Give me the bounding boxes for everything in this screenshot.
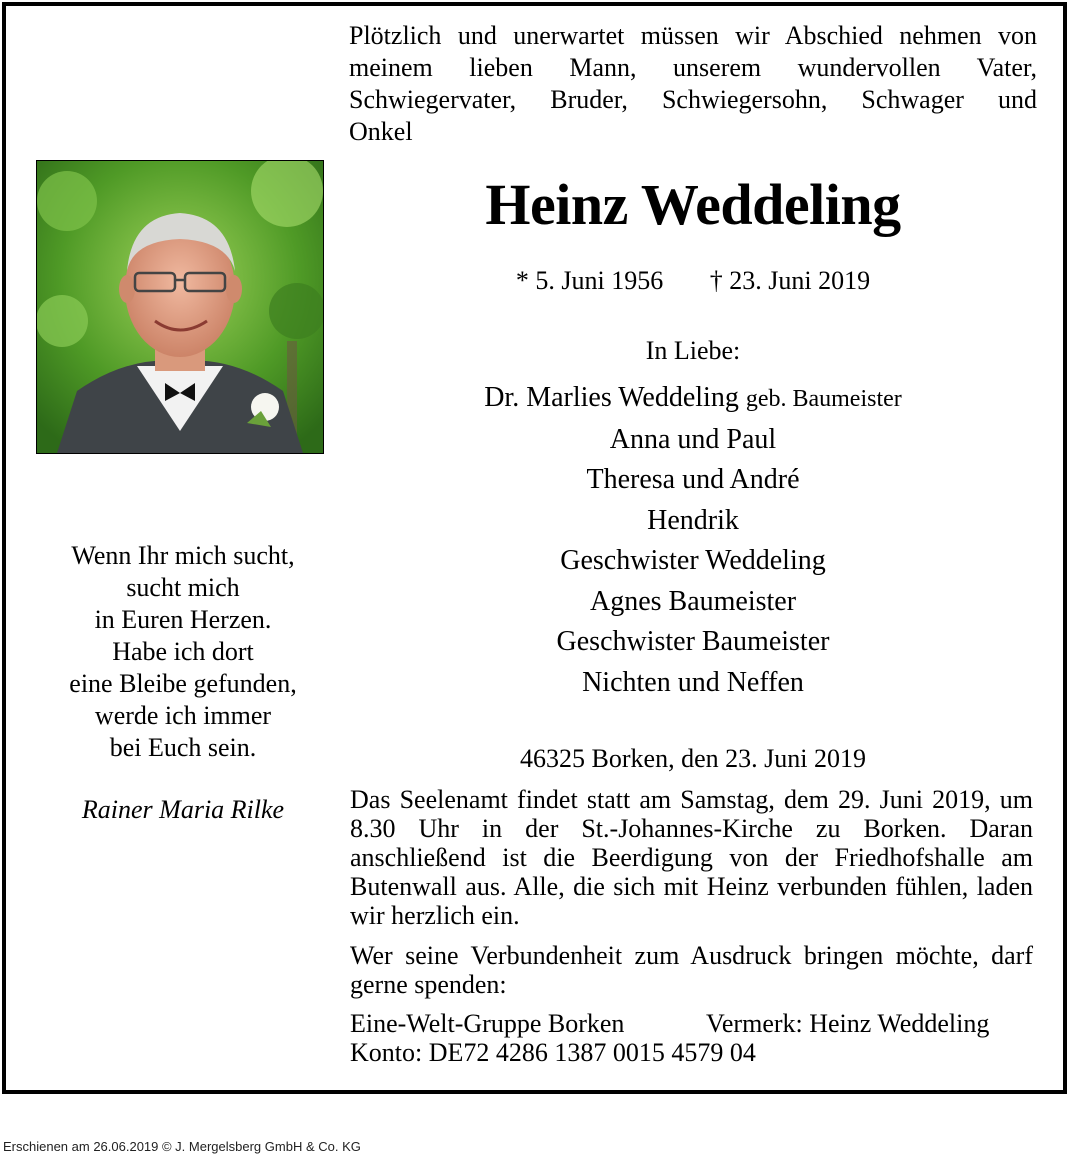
intro-line: Plötzlich und unerwartet müssen wir Abschied nehmen von [349, 21, 1037, 50]
poem-line: eine Bleibe gefunden, [69, 669, 297, 698]
publication-footer: Erschienen am 26.06.2019 © J. Mergelsberg GmbH & Co. KG [3, 1139, 361, 1154]
poem-line: werde ich immer [94, 701, 272, 730]
life-dates [349, 265, 1037, 297]
donation-details [350, 1009, 1040, 1067]
mourner-item: Theresa und André [586, 464, 800, 495]
service-paragraph: Das Seelenamt findet statt am Samstag, dem 29. Juni 2019, um 8.30 Uhr in der St.-Johannes-Kirche zu Borken. Daran anschließend ist die Beerdigung von der Friedhofshalle am Butenwall aus. Alle, die sich mit Heinz verbunden fühlen, laden wir herzlich ein. [350, 785, 1033, 930]
poem-line: Wenn Ihr mich sucht, [71, 541, 295, 570]
mourner-item: Agnes Baumeister [589, 585, 797, 617]
place-and-date: 46325 Borken, den 23. Juni 2019 [520, 744, 866, 773]
portrait-photo [36, 160, 324, 454]
poem [36, 540, 330, 764]
poem-line: in Euren Herzen. [94, 605, 272, 634]
mourner-item [349, 378, 1037, 420]
mourner-item: Geschwister Baumeister [556, 626, 830, 657]
mourner-item: Nichten und Neffen [582, 666, 804, 698]
donation-row [350, 1009, 1040, 1038]
poem-line: Habe ich dort [112, 637, 254, 666]
donation-account: Konto: DE72 4286 1387 0015 4579 04 [350, 1038, 756, 1067]
in-love-label: In Liebe: [645, 336, 741, 365]
mourners-list [349, 378, 1037, 703]
mourner-item: Hendrik [647, 504, 739, 536]
mourner-item: Geschwister Weddeling [560, 545, 826, 576]
intro-text [349, 20, 1037, 148]
poem-line: sucht mich [126, 573, 240, 602]
intro-line: Onkel [349, 117, 413, 146]
donation-paragraph: Wer seine Verbundenheit zum Ausdruck bringen möchte, darf gerne spenden: [350, 941, 1033, 999]
poem-author: Rainer Maria Rilke [81, 795, 285, 824]
deceased-name: Heinz Weddeling [485, 172, 901, 237]
death-date: † 23. Juni 2019 [709, 266, 871, 295]
birth-date: * 5. Juni 1956 [515, 266, 664, 295]
intro-line: Schwiegervater, Bruder, Schwiegersohn, Schwager und [349, 85, 1037, 114]
maiden-name: geb. Baumeister [745, 386, 902, 412]
donation-recipient: Eine-Welt-Gruppe Borken [350, 1009, 625, 1038]
mourner-item: Anna und Paul [609, 423, 777, 455]
donation-reference: Vermerk: Heinz Weddeling [706, 1009, 990, 1038]
poem-line: bei Euch sein. [109, 733, 257, 762]
intro-line: meinem lieben Mann, unserem wundervollen Vater, [349, 53, 1037, 82]
mourner-name: Dr. Marlies Weddeling [484, 382, 739, 413]
